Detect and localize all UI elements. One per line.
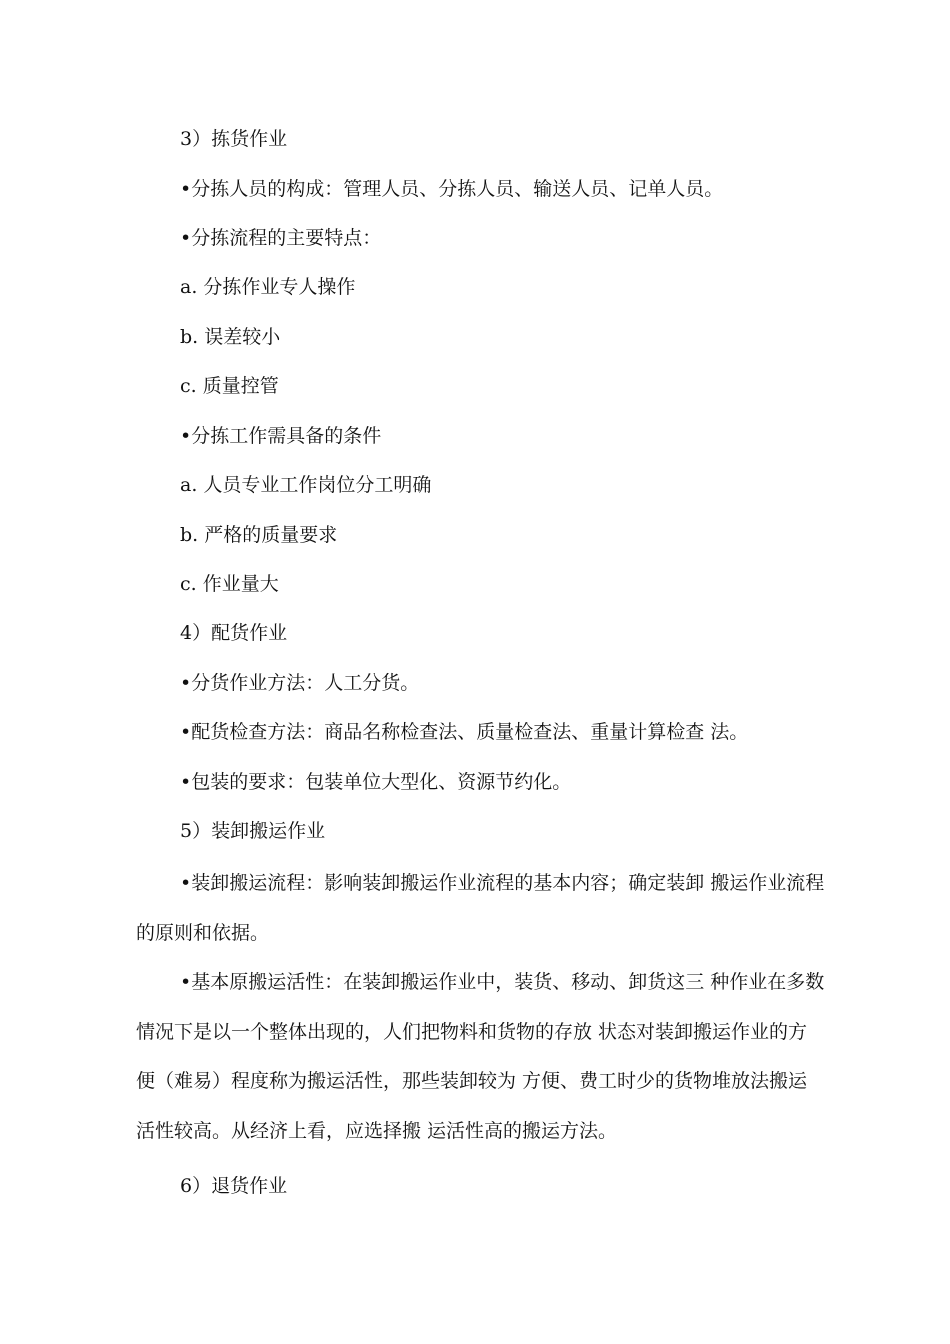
- bullet-distribution-method: •分货作业方法：人工分货。: [180, 672, 420, 694]
- section-heading-distribution: 4）配货作业: [180, 622, 288, 644]
- list-item: b. 误差较小: [180, 326, 281, 348]
- bullet-sorting-staff: •分拣人员的构成：管理人员、分拣人员、输送人员、记单人员。: [180, 178, 724, 200]
- section-heading-picking: 3）拣货作业: [180, 128, 288, 150]
- bullet-sorting-conditions: •分拣工作需具备的条件: [180, 425, 382, 447]
- list-item: b. 严格的质量要求: [180, 524, 338, 546]
- list-item: c. 质量控管: [180, 375, 279, 397]
- list-item: c. 作业量大: [180, 573, 279, 595]
- bullet-sorting-features: •分拣流程的主要特点：: [180, 227, 382, 249]
- paragraph-handling-activity: •基本原搬运活性：在装卸搬运作业中，装货、移动、卸货这三 种作业在多数情况下是以一个整体出现的，人们把物料和货物的存放 状态对装卸搬运作业的方便（难易）程度称为搬运活性，那些装卸较为 方便、费工时少的货物堆放法搬运活性较高。从经济上看，应选择搬 运活性高的搬运方法。: [136, 971, 825, 1142]
- section-heading-handling: 5）装卸搬运作业: [180, 820, 326, 842]
- list-item: a. 分拣作业专人操作: [180, 276, 356, 298]
- section-heading-returns: 6）退货作业: [180, 1175, 288, 1197]
- paragraph-handling-flow: •装卸搬运流程：影响装卸搬运作业流程的基本内容；确定装卸 搬运作业流程的原则和依据。: [136, 872, 825, 944]
- bullet-packaging: •包装的要求：包装单位大型化、资源节约化。: [180, 771, 572, 793]
- list-item: a. 人员专业工作岗位分工明确: [180, 474, 432, 496]
- bullet-check-method: •配货检查方法：商品名称检查法、质量检查法、重量计算检查 法。: [180, 721, 749, 743]
